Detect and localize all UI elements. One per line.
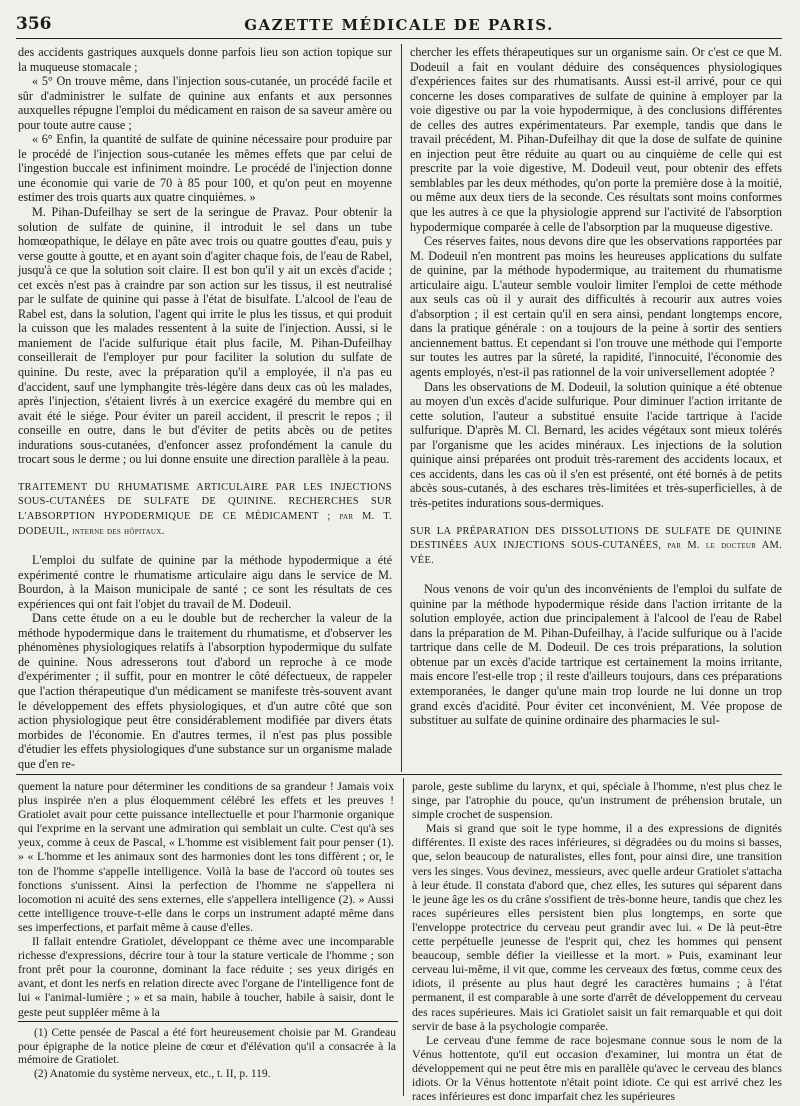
upper-column-divider <box>401 44 402 772</box>
journal-title: GAZETTE MÉDICALE DE PARIS. <box>244 16 554 34</box>
paragraph: quement la nature pour déterminer les conditions de sa grandeur ! Jamais voix plus inspirée n'en a plus éloquemment célébré les effets et les preuves ! Gratiolet avait pour cette puissance intellectuelle et pour l'harmonie organique qui l'exprime en la servant une admiration qui semblait un culte. C'est qu'à ses yeux, comme à ceux de Pascal, « L'homme est visiblement fait pour penser (1). » « L'homme et les animaux sont des harmonies dont les tons diffèrent ; or, le ton de l'homme s'appelle intelligence. Voilà la base de l'accord où toutes ses fonctions s'unissent. Ainsi la perfection de l'homme ne s'appellera ni locomotion ni acuité des sens externes, elle s'appellera intelligence (2). » Aussi cette intelligence trouve-t-elle dans le corps un instrument adapté même dans ses imperfections, et parfait même à cause d'elles. <box>18 779 394 934</box>
article-title <box>18 481 392 539</box>
paragraph: L'emploi du sulfate de quinine par la méthode hypodermique a été expérimenté contre le rhumatisme articulaire aigu dans le service de M. Bourdon, à la Maison municipale de santé ; ce sont les résultats de ces expériences qui ont fait l'objet du travail de M. Dodeuil. <box>18 553 392 611</box>
paragraph: parole, geste sublime du larynx, et qui, spéciale à l'homme, n'est plus chez le singe, par l'atrophie du pouce, qu'un instrument de préhension brutale, un simple crochet de suspension. <box>412 779 782 822</box>
article-title-text: TRAITEMENT DU RHUMATISME ARTICULAIRE PAR LES INJECTIONS SOUS-CUTANÉES DE SULFATE DE QUININE. RECHERCHES SUR L'ABSORPTION HYPODERMIQUE DE CE MÉDICAMENT ; <box>18 481 392 522</box>
paragraph: Ces réserves faites, nous devons dire que les observations rapportées par M. Dodeuil n'en montrent pas moins les heureuses applications du sulfate de quinine, par la méthode hypodermique, au traitement du rhumatisme articulaire aigu. L'auteur semble vouloir limiter l'emploi de cette méthode aux seuls cas où il y aurait des difficultés à recourir aux autres voies d'absorption ; il est certain qu'il en sera ainsi, pendant longtemps encore, dans la pratique générale : on a toujours de la peine à sortir des sentiers anciennement battus. Et cependant si l'on trouve une méthode qui l'emporte sur toutes les autres par la sûreté, la rapidité, l'innocuité, l'économie des agents employés, n'est-il pas rationnel de la voir universellement adoptée ? <box>410 234 782 380</box>
lower-right-column <box>412 779 782 1104</box>
paragraph: des accidents gastriques auxquels donne parfois lieu son action topique sur la muqueuse stomacale ; <box>18 45 392 74</box>
spacer <box>18 539 392 553</box>
section-rule <box>16 774 782 775</box>
header-rule <box>16 38 782 39</box>
paragraph: Le cerveau d'une femme de race bojesmane connue sous le nom de la Vénus hottentote, qu'il eut occasion d'examiner, lui montra un état de développement qui ne peut être mis en parallèle qu'avec le cerveau des blancs idiots. Or la Vénus hottentote n'était point idiote. Ce qui est arrivé chez les races inférieures est donc imparfait chez les supérieures <box>412 1032 782 1104</box>
paragraph: M. Pihan-Dufeilhay se sert de la seringue de Pravaz. Pour obtenir la solution de sulfate de quinine, il introduit le sel dans un tube homœopathique, le délaye en pâte avec trois ou quatre gouttes d'eau, puis y verse goutte à goutte, et en ayant soin d'agiter chaque fois, de l'eau de Rabel, jusqu'à ce que la solution soit claire. Il est bon qu'il y ait un excès d'acide ; cet excès n'est pas à craindre par son action sur les tissus, il est neutralisé par le sulfate de quinine qui passe à l'état de bisulfate. L'alcool de l'eau de Rabel est, dans la solution, l'agent qui irrite le plus les tissus, et qui produit la cuisson que les malades ressentent à la suite de l'injection. Aussi, si le maniement de l'acide sulfurique était plus facile, M. Pihan-Dufeilhay conseillerait de l'employer pur pour faciliter la solution du sulfate de quinine. Du reste, avec la préparation qu'il a employée, il n'a pas eu d'accident, sauf une lymphangite très-légère dans deux cas où les malades, après l'injection, s'étaient livrés à un exercice exagéré du membre qui en avait été le siége. Pour éviter un pareil accident, il prescrit le repos ; il conseille en outre, dans le but d'éviter de petits abcès ou de petites indurations sous-cutanées, d'enfoncer assez profondément la canule du trocart sous le derme ; ou lui donne ensuite une direction parallèle à la peau. <box>18 205 392 467</box>
footnotes <box>18 1027 396 1081</box>
paragraph: « 6° Enfin, la quantité de sulfate de quinine nécessaire pour produire par le procédé de l'injection sous-cutanée les mêmes effets que par celui de l'ingestion buccale est infiniment moindre. Le procédé de l'injection donne une économie qui varie de 70 à 85 pour 100, et qu'on peut en moyenne estimer des trois quarts aux quatre cinquièmes. » <box>18 132 392 205</box>
article-title <box>410 525 782 569</box>
spacer <box>18 467 392 481</box>
lower-left-column <box>18 779 394 1019</box>
paragraph: Dans les observations de M. Dodeuil, la solution quinique a été obtenue au moyen d'un excès d'acide sulfurique. Pour diminuer l'action irritante de cette solution, l'auteur a substitué ensuite l'acide tartrique à l'acide sulfurique. D'après M. Cl. Bernard, les acides végétaux sont mieux tolérés par l'organisme que les acides minéraux. Les injections de la solution quinique ainsi préparées ont produit très-rarement des accidents locaux, et ces accidents, dans les cas où il s'en est présenté, ont été bornés à de petits abcès sous-cutanés, à des eschares très-limitées et très-superficielles, à de très-petites indurations sous-dermiques. <box>410 379 782 510</box>
lower-column-divider <box>403 778 404 1096</box>
upper-right-column <box>410 45 782 771</box>
article-author: par M. le docteur AM. VÉE. <box>410 540 782 566</box>
article-author: par M. T. DODEUIL, interne des hôpitaux. <box>18 510 392 537</box>
footnote: (1) Cette pensée de Pascal a été fort heureusement choisie par M. Grandeau pour épigraphe de la notice pleine de cœur et d'élévation qu'il a consacrée à la mémoire de Gratiolet. <box>18 1027 396 1067</box>
page-header <box>16 14 782 40</box>
upper-left-column <box>18 45 392 771</box>
page-number: 356 <box>16 14 52 34</box>
spacer <box>410 568 782 582</box>
paragraph: Nous venons de voir qu'un des inconvénients de l'emploi du sulfate de quinine par la méthode hypodermique réside dans l'action irritante de la solution employée, action due principalement à l'alcool de l'eau de Rabel dans la préparation de M. Pihan-Dufeilhay, à l'acide sulfurique ou à l'acide tartrique dans celle de M. Dodeuil. De ces trois préparations, la solution obtenue par un excès d'acide tartrique est certainement la moins irritante, mais encore l'est-elle trop ; il reste d'ailleurs toujours, dans ces préparations extemporanées, le danger qu'une main trop lourde ne lui donne un trop grand excès d'acidité. Pour éviter cet inconvénient, M. Vée propose de substituer au sulfate de quinine ordinaire des pharmacies le sul- <box>410 582 782 728</box>
footnote: (2) Anatomie du système nerveux, etc., t. II, p. 119. <box>34 1067 271 1080</box>
paragraph: Il fallait entendre Gratiolet, développant ce thème avec une incomparable richesse d'expressions, décrire tour à tour la stature verticale de l'homme ; son front prêt pour la couronne, dominant la face réduite ; ses yeux dirigés en avant, et dont les nerfs en relation directe avec l'organe de l'intelligence font de lui « l'animal-lumière ; » et sa main, habile à toucher, habile à saisir, dont le geste peut suppléer même à la <box>18 934 394 1019</box>
spacer <box>410 511 782 525</box>
paragraph: Dans cette étude on a eu le double but de rechercher la valeur de la méthode hypodermique dans le traitement du rhumatisme, et d'observer les phénomènes physiologiques relatifs à l'absorption hypodermique du sulfate de quinine. Nous adresserons tout d'abord un reproche à ce mode d'expérimenter ; il suffit, pour en montrer le côté défectueux, de rappeler que l'action thérapeutique d'un médicament se manifeste très-souvent avant le développement des effets physiologiques, et d'un autre côté que son action physiologique peut être considérablement modifiée par divers états morbides de l'économie. En d'autres termes, il n'est pas plus possible d'étudier les effets physiologiques d'une substance sur un organisme malade que d'en re- <box>18 611 392 771</box>
paragraph: chercher les effets thérapeutiques sur un organisme sain. Or c'est ce que M. Dodeuil a fait en voulant déduire des conséquences physiologiques d'expériences faites sur des rhumatisants. Aussi est-il arrivé, pour ce qui concerne les doses comparatives de sulfate de quinine à employer par la voie digestive ou par la voie hypodermique, à des conclusions différentes de celles des autres expérimentateurs. Par exemple, tandis que dans le travail précédent, M. Pihan-Dufeilhay dit que la dose de sulfate de quinine en injection peut être réduite au quart ou au cinquième de celle qui est prescrite par la voie digestive, M. Dodeuil veut, pour obtenir des effets semblables par les deux méthodes, qu'on porte la première dose à la moitié, ou même aux deux tiers de la seconde. Ces résultats sont moins conformes que les autres à ce que la physiologie apprend sur l'activité de l'absorption hypodermique comparée à celle de l'absorption par la muqueuse digestive. <box>410 45 782 234</box>
paragraph: « 5° On trouve même, dans l'injection sous-cutanée, un procédé facile et sûr d'administrer le sulfate de quinine aux enfants et aux personnes auxquelles répugne l'emploi du médicament en raison de sa saveur amère ou pour toute autre cause ; <box>18 74 392 132</box>
article-title-text: SUR LA PRÉPARATION DES DISSOLUTIONS DE SULFATE DE QUININE DESTINÉES AUX INJECTIONS SOUS-CUTANÉES, <box>410 525 782 552</box>
footnote-rule <box>18 1021 398 1022</box>
paragraph: Mais si grand que soit le type homme, il a des expressions de dignités différentes. Il existe des races inférieures, si dégradées ou du moins si basses, que, selon beaucoup de naturalistes, elles font, pour ainsi dire, une transition vers les singes. Vous devinez, messieurs, avec quelle ardeur Gratiolet s'attacha à leur étude. Il constata d'abord que, chez elles, les sutures qui séparent dans le jeune âge les os du crâne s'ossifient de très-bonne heure, tandis que chez les races supérieures elles persistent bien plus longtemps, en sorte que l'enveloppe protectrice du cerveau peut grandir avec lui. « De là peut-être cette perpétuelle jeunesse de l'esprit qui, chez les hommes qui pensent beaucoup, semble défier la vieillesse et la mort. » Puis, examinant leur cerveau lui-même, il vit que, comme les cerveaux des fœtus, comme ceux des idiots, il présente au plus haut degré les caractères humains ; à l'état permanent, il est comparable à une sorte d'arrêt de développement du cerveau des races supérieures. Mais ici Gratiolet saisit un fait remarquable et qui doit servir de base à la psychologie comparée. <box>412 821 782 1033</box>
